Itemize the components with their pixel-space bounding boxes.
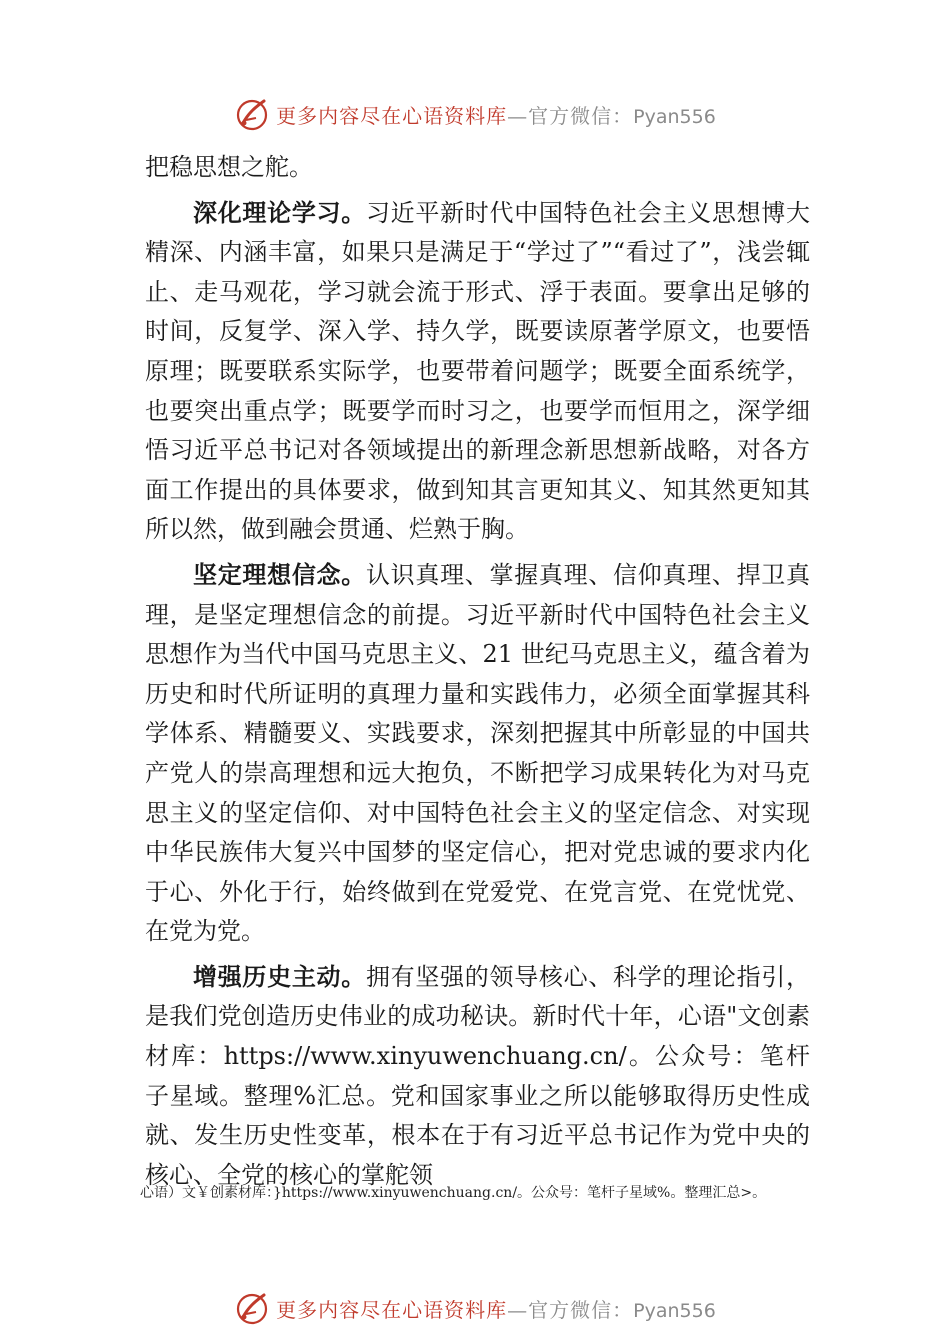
footer-banner <box>0 1288 950 1328</box>
paragraph-heading: 坚定理想信念。 <box>193 560 366 589</box>
paragraph: 把稳思想之舵。 <box>145 153 313 181</box>
paragraph-heading: 深化理论学习。 <box>193 198 366 227</box>
paragraph: 增强历史主动。拥有坚强的领导核心、科学的理论指引，是我们党创造历史伟业的成功秘诀。新时代十年，心语"文创素材库：https://www.xinyuwenchuang.cn/。公众号：笔杆子星域。整理%汇总。党和国家事业之所以能够取得历史性成就、发生历史性变革，根本在于有习近平总书记作为党中央的核心、全党的核心的掌舵领 <box>145 962 811 1189</box>
brush-logo-icon <box>234 1290 270 1326</box>
banner-text: 更多内容尽在心语资料库—官方微信：Pyan556 <box>276 103 716 128</box>
paragraph: 坚定理想信念。认识真理、掌握真理、信仰真理、捍卫真理，是坚定理想信念的前提。习近平新时代中国特色社会主义思想作为当代中国马克思主义、21 世纪马克思主义，蕴含着为历史和时代所证明的真理力量和实践伟力，必须全面掌握其科学体系、精髓要义、实践要求，深刻把握其中所彰显的中国共产党人的崇高理想和远大抱负，不断把学习成果转化为对马克思主义的坚定信仰、对中国特色社会主义的坚定信念、对实现中华民族伟大复兴中国梦的坚定信心，把对党忠诚的要求内化于心、外化于行，始终做到在党爱党、在党言党、在党忧党、在党为党。 <box>145 560 811 946</box>
paragraph: 深化理论学习。习近平新时代中国特色社会主义思想博大精深、内涵丰富，如果只是满足于“学过了”“看过了”，浅尝辄止、走马观花，学习就会流于形式、浮于表面。要拿出足够的时间，反复学、深入学、持久学，既要读原著学原文，也要悟原理；既要联系实际学，也要带着问题学；既要全面系统学，也要突出重点学；既要学而时习之，也要学而恒用之，深学细悟习近平总书记对各领域提出的新理念新思想新战略，对各方面工作提出的具体要求，做到知其言更知其义、知其然更知其所以然，做到融会贯通、烂熟于胸。 <box>145 198 811 544</box>
banner-text: 更多内容尽在心语资料库—官方微信：Pyan556 <box>276 1297 716 1322</box>
brush-logo-icon <box>234 96 270 132</box>
document-body <box>145 148 810 1201</box>
paragraph-heading: 增强历史主动。 <box>193 962 366 991</box>
footnote: 心语）文￥创素材库：}https://www.xinyuwenchuang.cn/。公众号：笔杆子星域%。整理汇总>。 <box>140 1185 767 1201</box>
header-banner <box>0 94 950 134</box>
